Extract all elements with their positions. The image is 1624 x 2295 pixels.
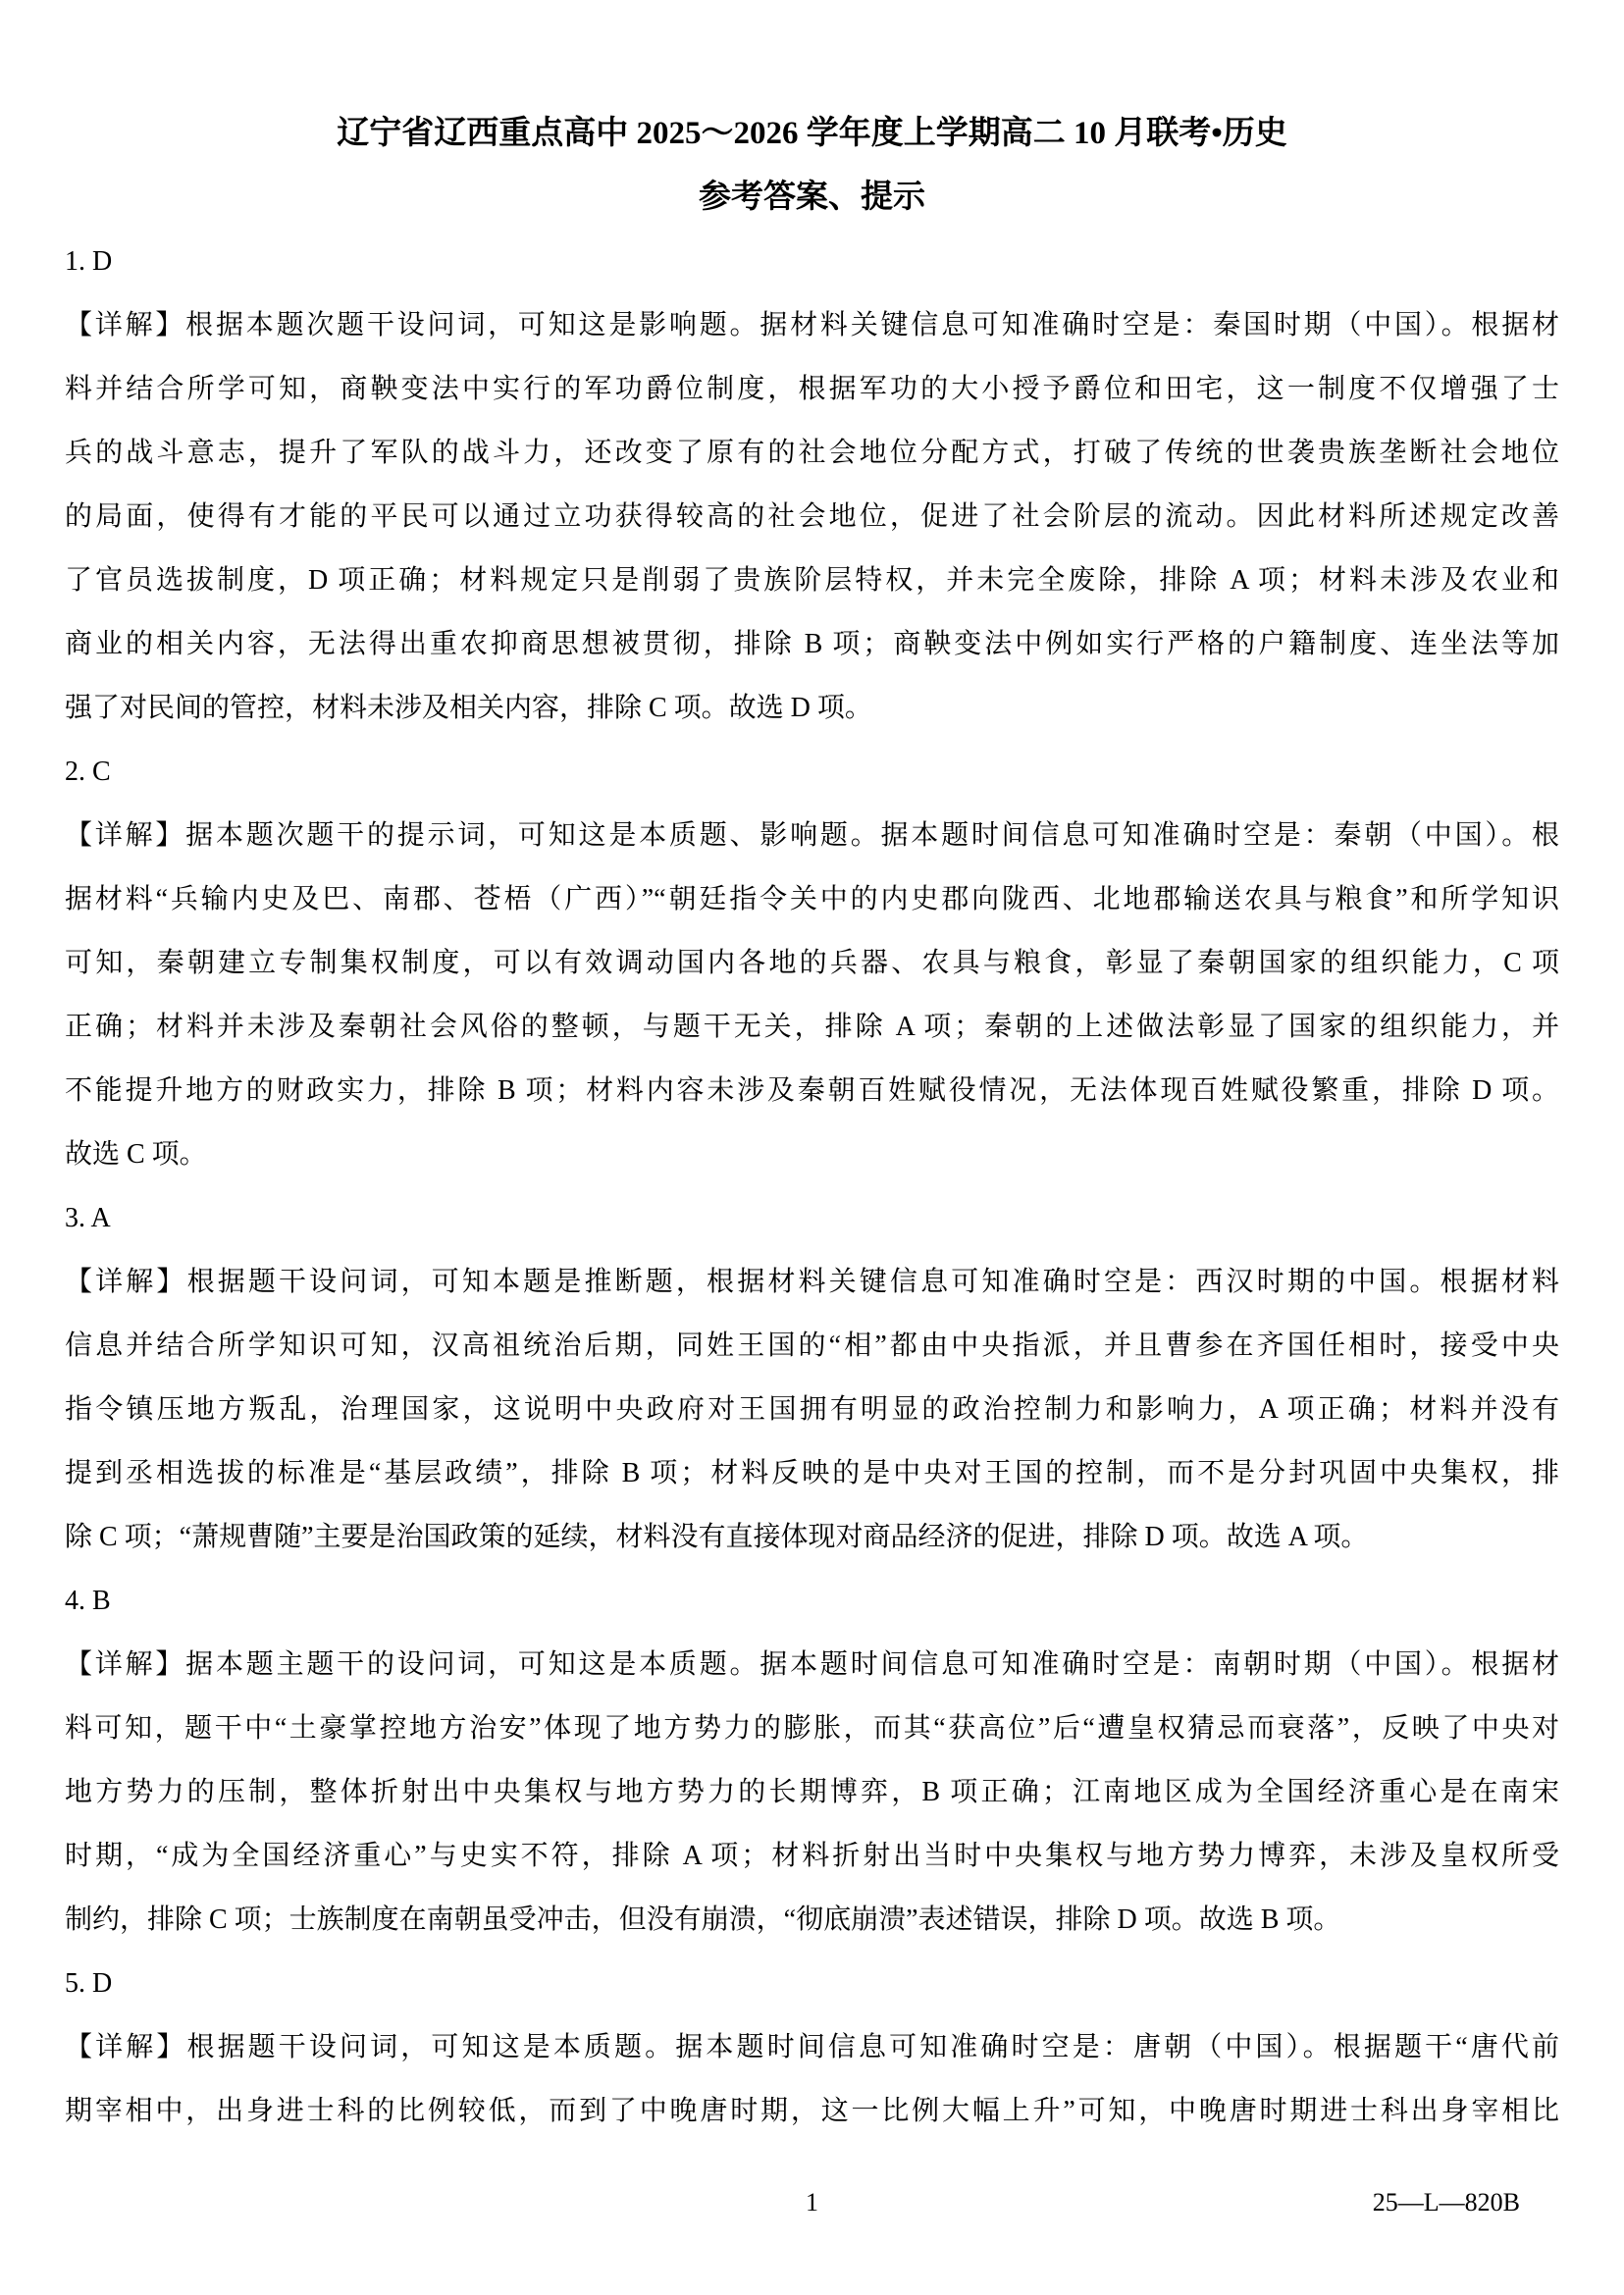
explanation-line: 故选 C 项。 (65, 1139, 207, 1170)
document-code: 25—L—820B (1372, 2188, 1520, 2217)
explanation-line: 可知，秦朝建立专制集权制度，可以有效调动国内各地的兵器、农具与粮食，彰显了秦朝国家的组织能力，C 项 (65, 948, 1559, 978)
explanation-line: 【详解】据本题次题干的提示词，可知这是本质题、影响题。据本题时间信息可知准确时空是：秦朝（中国）。根 (65, 820, 1559, 851)
answer-number: 2. C (65, 756, 111, 787)
explanation-line: 料并结合所学可知，商鞅变法中实行的军功爵位制度，根据军功的大小授予爵位和田宅，这一制度不仅增强了士 (65, 374, 1559, 404)
explanation-line: 据材料“兵输内史及巴、南郡、苍梧（广西）”“朝廷指令关中的内史郡向陇西、北地郡输送农具与粮食”和所学知识 (65, 884, 1559, 914)
explanation-line: 期宰相中，出身进士科的比例较低，而到了中晚唐时期，这一比例大幅上升”可知，中晚唐时期进士科出身宰相比 (65, 2096, 1559, 2126)
explanation-line: 提到丞相选拔的标准是“基层政绩”，排除 B 项；材料反映的是中央对王国的控制，而不是分封巩固中央集权，排 (65, 1458, 1559, 1488)
explanation-line: 【详解】根据题干设问词，可知本题是推断题，根据材料关键信息可知准确时空是：西汉时期的中国。根据材料 (65, 1267, 1559, 1297)
explanation-line: 商业的相关内容，无法得出重农抑商思想被贯彻，排除 B 项；商鞅变法中例如实行严格的户籍制度、连坐法等加 (65, 629, 1559, 659)
explanation-line: 不能提升地方的财政实力，排除 B 项；材料内容未涉及秦朝百姓赋役情况，无法体现百姓赋役繁重，排除 D 项。 (65, 1075, 1559, 1106)
explanation-line: 兵的战斗意志，提升了军队的战斗力，还改变了原有的社会地位分配方式，打破了传统的世袭贵族垄断社会地位 (65, 438, 1559, 468)
answer-number: 4. B (65, 1586, 111, 1616)
explanation-line: 料可知，题干中“土豪掌控地方治安”体现了地方势力的膨胀，而其“获高位”后“遭皇权猜忌而衰落”，反映了中央对 (65, 1713, 1559, 1744)
answers-body (65, 230, 1559, 2143)
explanation-line: 【详解】根据本题次题干设问词，可知这是影响题。据材料关键信息可知准确时空是：秦国时期（中国）。根据材 (65, 310, 1559, 340)
explanation-line: 制约，排除 C 项；士族制度在南朝虽受冲击，但没有崩溃，“彻底崩溃”表述错误，排除 D 项。故选 B 项。 (65, 1904, 1341, 1935)
explanation-line: 正确；材料并未涉及秦朝社会风俗的整顿，与题干无关，排除 A 项；秦朝的上述做法彰显了国家的组织能力，并 (65, 1012, 1559, 1042)
explanation-line: 除 C 项；“萧规曹随”主要是治国政策的延续，材料没有直接体现对商品经济的促进，排除 D 项。故选 A 项。 (65, 1522, 1369, 1552)
document-title: 辽宁省辽西重点高中 2025～2026 学年度上学期高二 10 月联考•历史 (337, 116, 1287, 151)
answer-number: 1. D (65, 246, 113, 277)
explanation-line: 时期，“成为全国经济重心”与史实不符，排除 A 项；材料折射出当时中央集权与地方势力博弈，未涉及皇权所受 (65, 1841, 1559, 1871)
explanation-line: 地方势力的压制，整体折射出中央集权与地方势力的长期博弈，B 项正确；江南地区成为全国经济重心是在南宋 (65, 1777, 1559, 1807)
document-subtitle: 参考答案、提示 (699, 180, 925, 215)
answer-number: 5. D (65, 1968, 113, 1999)
explanation-line: 【详解】根据题干设问词，可知这是本质题。据本题时间信息可知准确时空是：唐朝（中国）。根据题干“唐代前 (65, 2032, 1559, 2062)
answer-number: 3. A (65, 1203, 111, 1233)
explanation-line: 的局面，使得有才能的平民可以通过立功获得较高的社会地位，促进了社会阶层的流动。因此材料所述规定改善 (65, 501, 1559, 532)
explanation-line: 了官员选拔制度，D 项正确；材料规定只是削弱了贵族阶层特权，并未完全废除，排除 A 项；材料未涉及农业和 (65, 565, 1559, 596)
explanation-line: 信息并结合所学知识可知，汉高祖统治后期，同姓王国的“相”都由中央指派，并且曹参在齐国任相时，接受中央 (65, 1330, 1559, 1361)
explanation-line: 【详解】据本题主题干的设问词，可知这是本质题。据本题时间信息可知准确时空是：南朝时期（中国）。根据材 (65, 1649, 1559, 1680)
explanation-line: 指令镇压地方叛乱，治理国家，这说明中央政府对王国拥有明显的政治控制力和影响力，A 项正确；材料并没有 (65, 1394, 1559, 1425)
page-footer (65, 2182, 1559, 2223)
explanation-line: 强了对民间的管控，材料未涉及相关内容，排除 C 项。故选 D 项。 (65, 693, 872, 723)
page-number: 1 (806, 2188, 818, 2217)
